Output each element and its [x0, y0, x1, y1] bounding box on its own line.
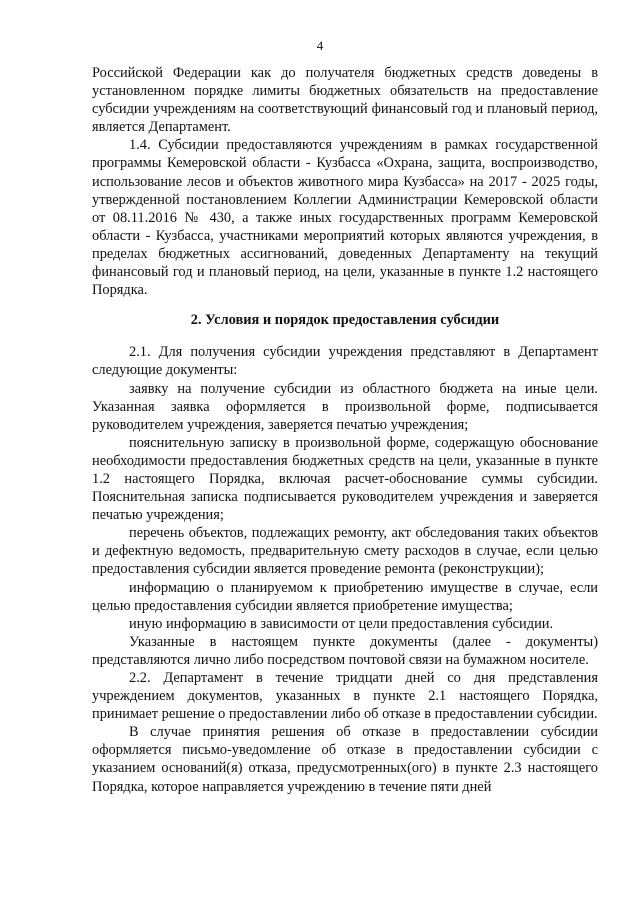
paragraph-2-2: 2.2. Департамент в течение тридцати дней со дня представления учреждением документов, указанных в пункте 2.1 настоящего Порядка, принимает решение о предоставлении либо об отказе в предоставлении субсидии.: [92, 670, 598, 723]
list-item-application: заявку на получение субсидии из областного бюджета на иные цели. Указанная заявка оформляется в произвольной форме, подписывается руководителем учреждения, заверяется печатью учреждения;: [92, 380, 598, 433]
list-item-repair-objects: перечень объектов, подлежащих ремонту, акт обследования таких объектов и дефектную ведомость, предварительную смету расходов в случае, если целью предоставления субсидии является проведение ремонта (реконструкции);: [92, 525, 598, 578]
paragraph-2-1: 2.1. Для получения субсидии учреждения представляют в Департамент следующие документы:: [92, 344, 598, 379]
list-item-explanatory-note: пояснительную записку в произвольной форме, содержащую обоснование необходимости предоставления бюджетных средств на цели, указанные в пункте 1.2 настоящего Порядка, включая расчет-обоснование суммы субсидии. Пояснительная записка подписывается руководителем учреждения и заверяется печатью учреждения;: [92, 434, 598, 524]
section-heading: 2. Условия и порядок предоставления субсидии: [190, 312, 500, 329]
document-body: [92, 64, 598, 796]
paragraph-documents-delivery: Указанные в настоящем пункте документы (далее - документы) представляются лично либо посредством почтовой связи на бумажном носителе.: [92, 633, 598, 668]
paragraph-1-4: 1.4. Субсидии предоставляются учреждениям в рамках государственной программы Кемеровской области - Кузбасса «Охрана, защита, воспроизводство, использование лесов и объектов животного мира Кузбасса» на 2017 - 2025 годы, утвержденной постановлением Коллегии Администрации Кемеровской области от 08.11.2016 № 430, а также иных государственных программ Кемеровской области - Кузбасса, участниками мероприятий которых являются учреждения, в пределах бюджетных ассигнований, доведенных Департаменту на текущий финансовый год и плановый период, на цели, указанные в пункте 1.2 настоящего Порядка.: [92, 137, 598, 299]
paragraph-refusal: В случае принятия решения об отказе в предоставлении субсидии оформляется письмо-уведомление об отказе в предоставлении субсидии с указанием оснований(я) отказа, предусмотренных(ого) в пункте 2.3 настоящего Порядка, которое направляется учреждению в течение пяти дней: [92, 724, 598, 795]
list-item-property-info: информацию о планируемом к приобретению имуществе в случае, если целью предоставления субсидии является приобретение имущества;: [92, 579, 598, 614]
page-number: 4: [316, 38, 324, 53]
list-item-other-info: иную информацию в зависимости от цели предоставления субсидии.: [129, 615, 554, 632]
paragraph-continuation: Российской Федерации как до получателя бюджетных средств доведены в установленном порядке лимиты бюджетных обязательств на предоставление субсидии учреждениям на соответствующий финансовый год и плановый период, является Департамент.: [92, 65, 598, 136]
